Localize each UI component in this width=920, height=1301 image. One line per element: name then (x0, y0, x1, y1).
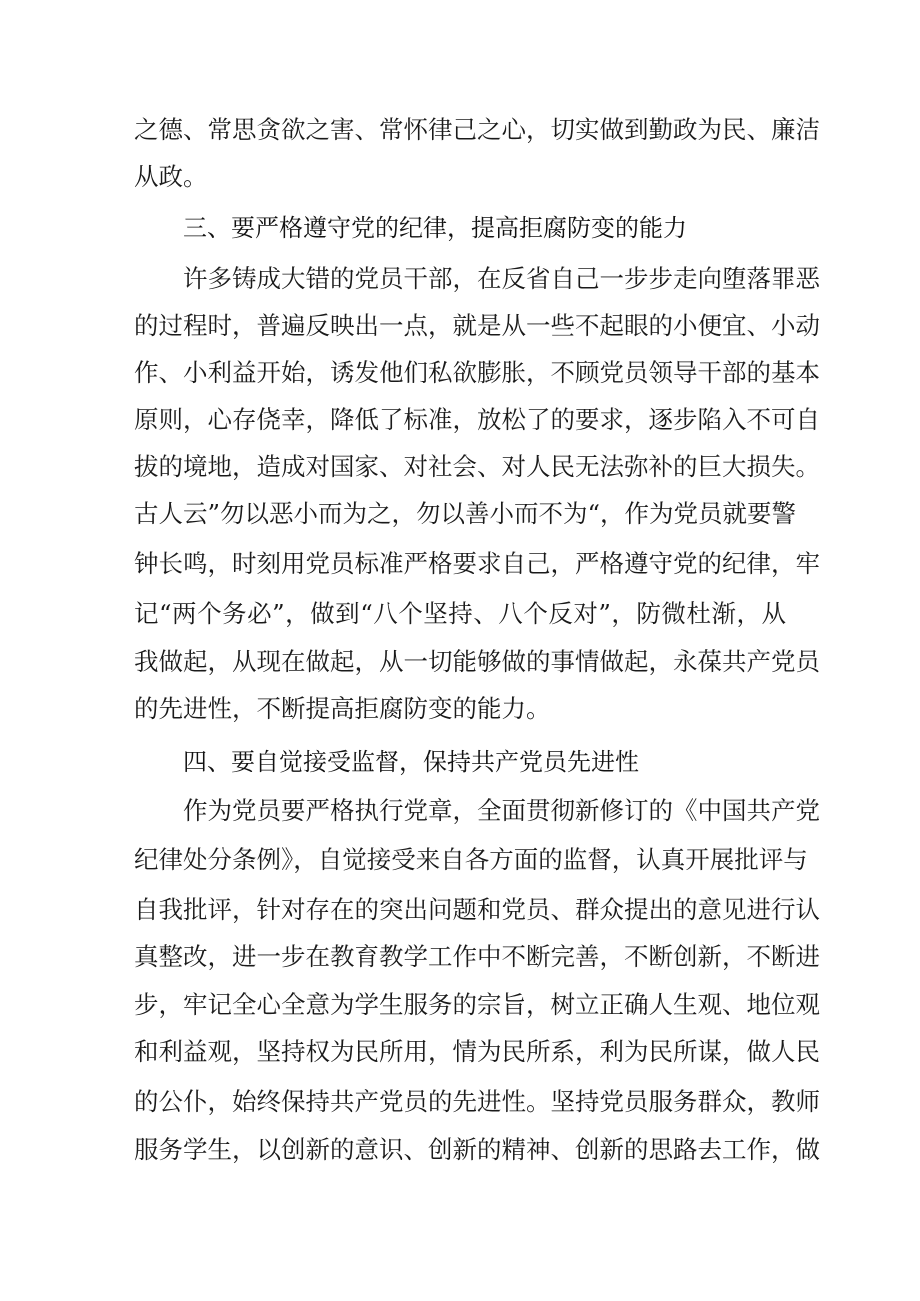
section4-line-6: 和利益观，坚持权为民所用，情为民所系，利为民所谋，做人民 (134, 1037, 820, 1066)
section3-line-4: 原则，心存侥幸，降低了标准，放松了的要求，逐步陷入不可自 (134, 405, 820, 434)
section4-line-5: 步，牢记全心全意为学生服务的宗旨，树立正确人生观、地位观 (134, 990, 820, 1019)
intro-line-2: 从政。 (134, 162, 208, 191)
section4-line-2: 纪律处分条例》，自觉接受来自各方面的监督，认真开展批评与 (134, 845, 808, 874)
section3-line-8: 记“两个务必”，做到“八个坚持、八个反对”，防微杜渐，从 (134, 599, 786, 628)
intro-line-1: 之德、常思贪欲之害、常怀律己之心，切实做到勤政为民、廉洁 (134, 115, 820, 144)
section4-line-4: 真整改，进一步在教育教学工作中不断完善，不断创新，不断进 (134, 942, 820, 971)
section3-line-7: 钟长鸣，时刻用党员标准严格要求自己，严格遵守党的纪律，牢 (134, 549, 820, 578)
section4-line-8: 服务学生，以创新的意识、创新的精神、创新的思路去工作，做 (134, 1135, 820, 1164)
section4-heading: 四、要自觉接受监督，保持共产党员先进性 (183, 748, 639, 776)
section3-line-6: 古人云”勿以恶小而为之，勿以善小而不为“，作为党员就要警 (134, 499, 797, 528)
section4-line-1: 作为党员要严格执行党章，全面贯彻新修订的《中国共产党 (183, 796, 820, 825)
section4-line-3: 自我批评，针对存在的突出问题和党员、群众提出的意见进行认 (134, 895, 820, 924)
section3-line-10: 的先进性，不断提高拒腐防变的能力。 (134, 694, 551, 723)
section3-line-1: 许多铸成大错的党员干部，在反省自己一步步走向堕落罪恶 (183, 264, 820, 293)
section3-line-9: 我做起，从现在做起，从一切能够做的事情做起，永葆共产党员 (134, 647, 820, 676)
section3-line-2: 的过程时，普遍反映出一点，就是从一些不起眼的小便宜、小动 (134, 311, 820, 340)
section4-line-7: 的公仆，始终保持共产党员的先进性。坚持党员服务群众，教师 (134, 1087, 820, 1116)
section3-heading: 三、要严格遵守党的纪律，提高拒腐防变的能力 (183, 214, 687, 242)
section3-line-3: 作、小利益开始，诱发他们私欲膨胀，不顾党员领导干部的基本 (134, 358, 820, 387)
section3-line-5: 拔的境地，造成对国家、对社会、对人民无法弥补的巨大损失。 (134, 452, 820, 481)
